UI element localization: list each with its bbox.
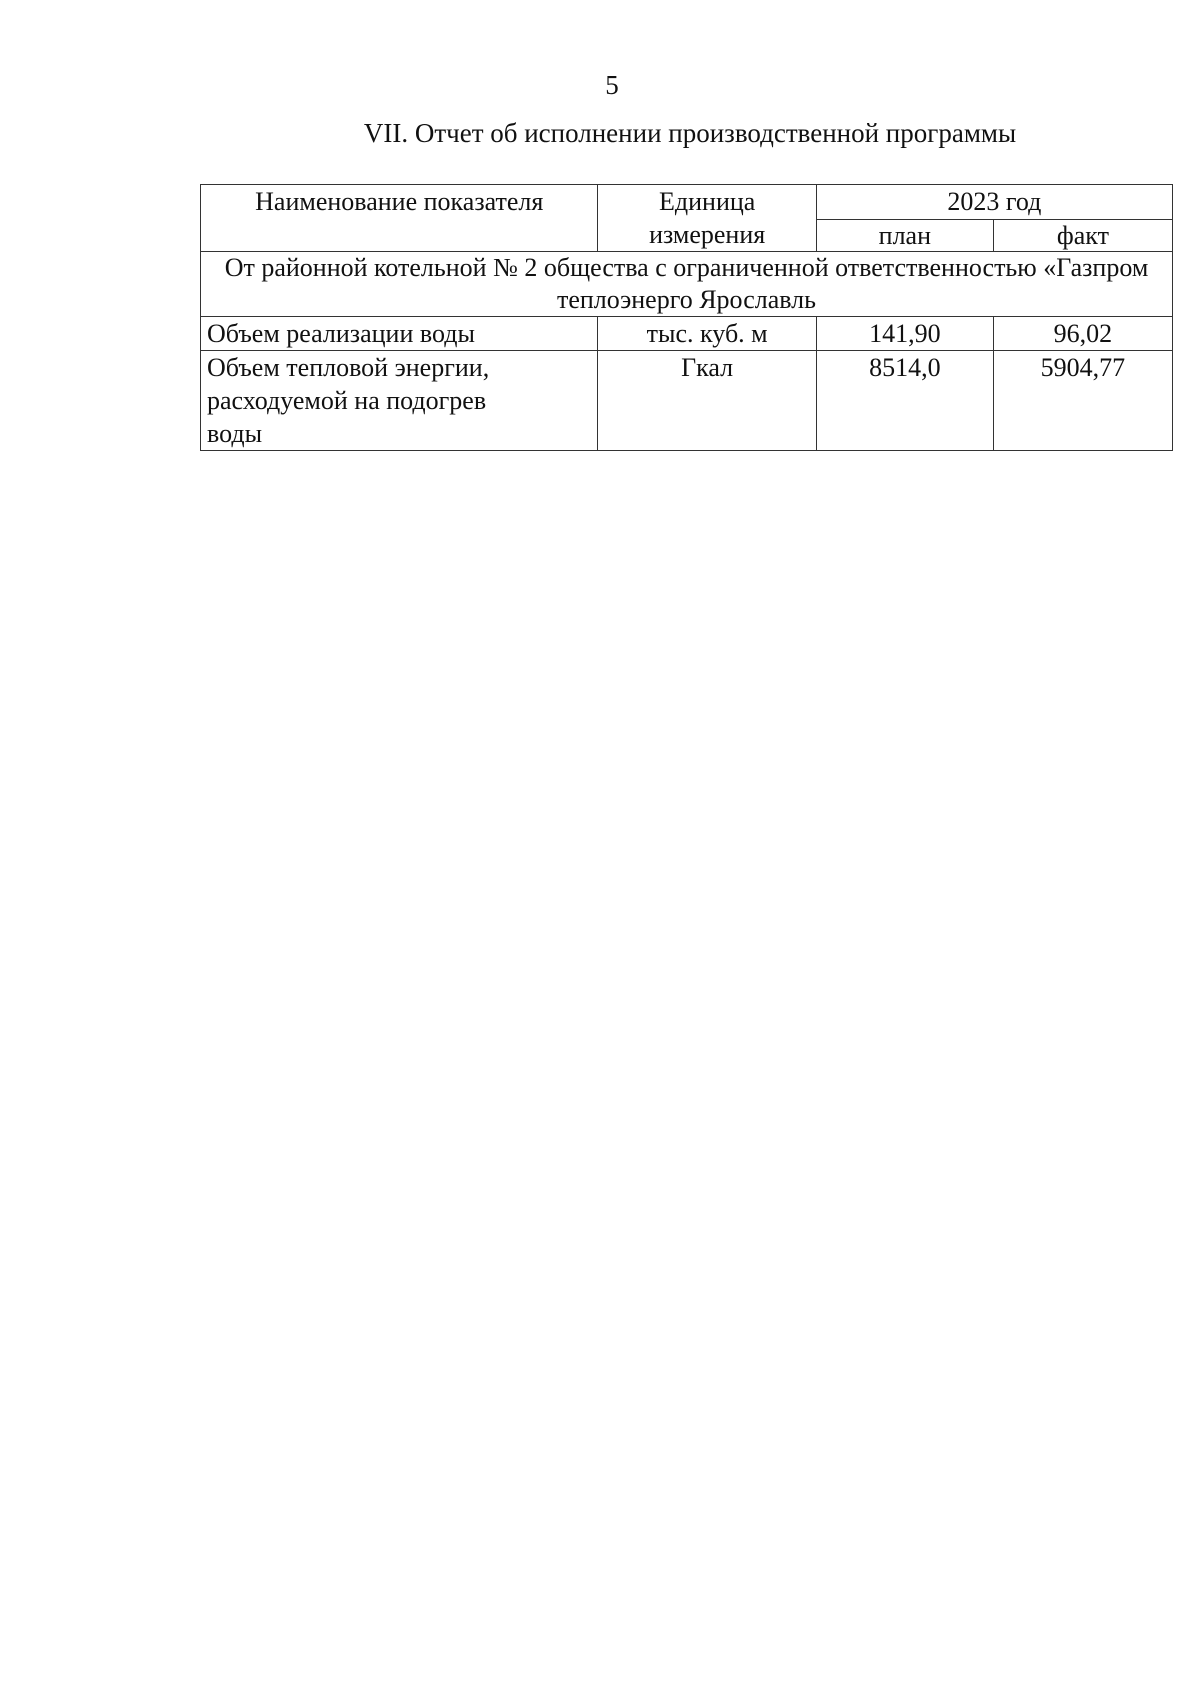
- row-plan-value: 141,90: [816, 317, 993, 351]
- group-title: От районной котельной № 2 общества с ограниченной ответственностью «Газпром теплоэнерго Ярославль: [201, 252, 1173, 317]
- row-fact-value: 5904,77: [993, 351, 1172, 451]
- header-fact: факт: [993, 219, 1172, 252]
- section-title: VII. Отчет об исполнении производственной программы: [363, 118, 1017, 148]
- page-number: 5: [605, 70, 619, 100]
- header-unit: Единица измерения: [598, 185, 816, 252]
- row-fact-value: 96,02: [993, 317, 1172, 351]
- table-row: [201, 351, 1173, 451]
- header-plan: план: [816, 219, 993, 252]
- row-plan-value: 8514,0: [816, 351, 993, 451]
- header-period: 2023 год: [816, 185, 1172, 220]
- table-row: [201, 317, 1173, 351]
- row-unit: Гкал: [598, 351, 816, 451]
- header-indicator-name: Наименование показателя: [201, 185, 598, 252]
- row-indicator-name: Объем реализации воды: [201, 317, 598, 351]
- production-program-report-table: [200, 184, 1173, 451]
- table-header-row: [201, 185, 1173, 220]
- row-indicator-name: Объем тепловой энергии, расходуемой на подогрев воды: [201, 351, 598, 451]
- row-unit: тыс. куб. м: [598, 317, 816, 351]
- table-group-row: [201, 252, 1173, 317]
